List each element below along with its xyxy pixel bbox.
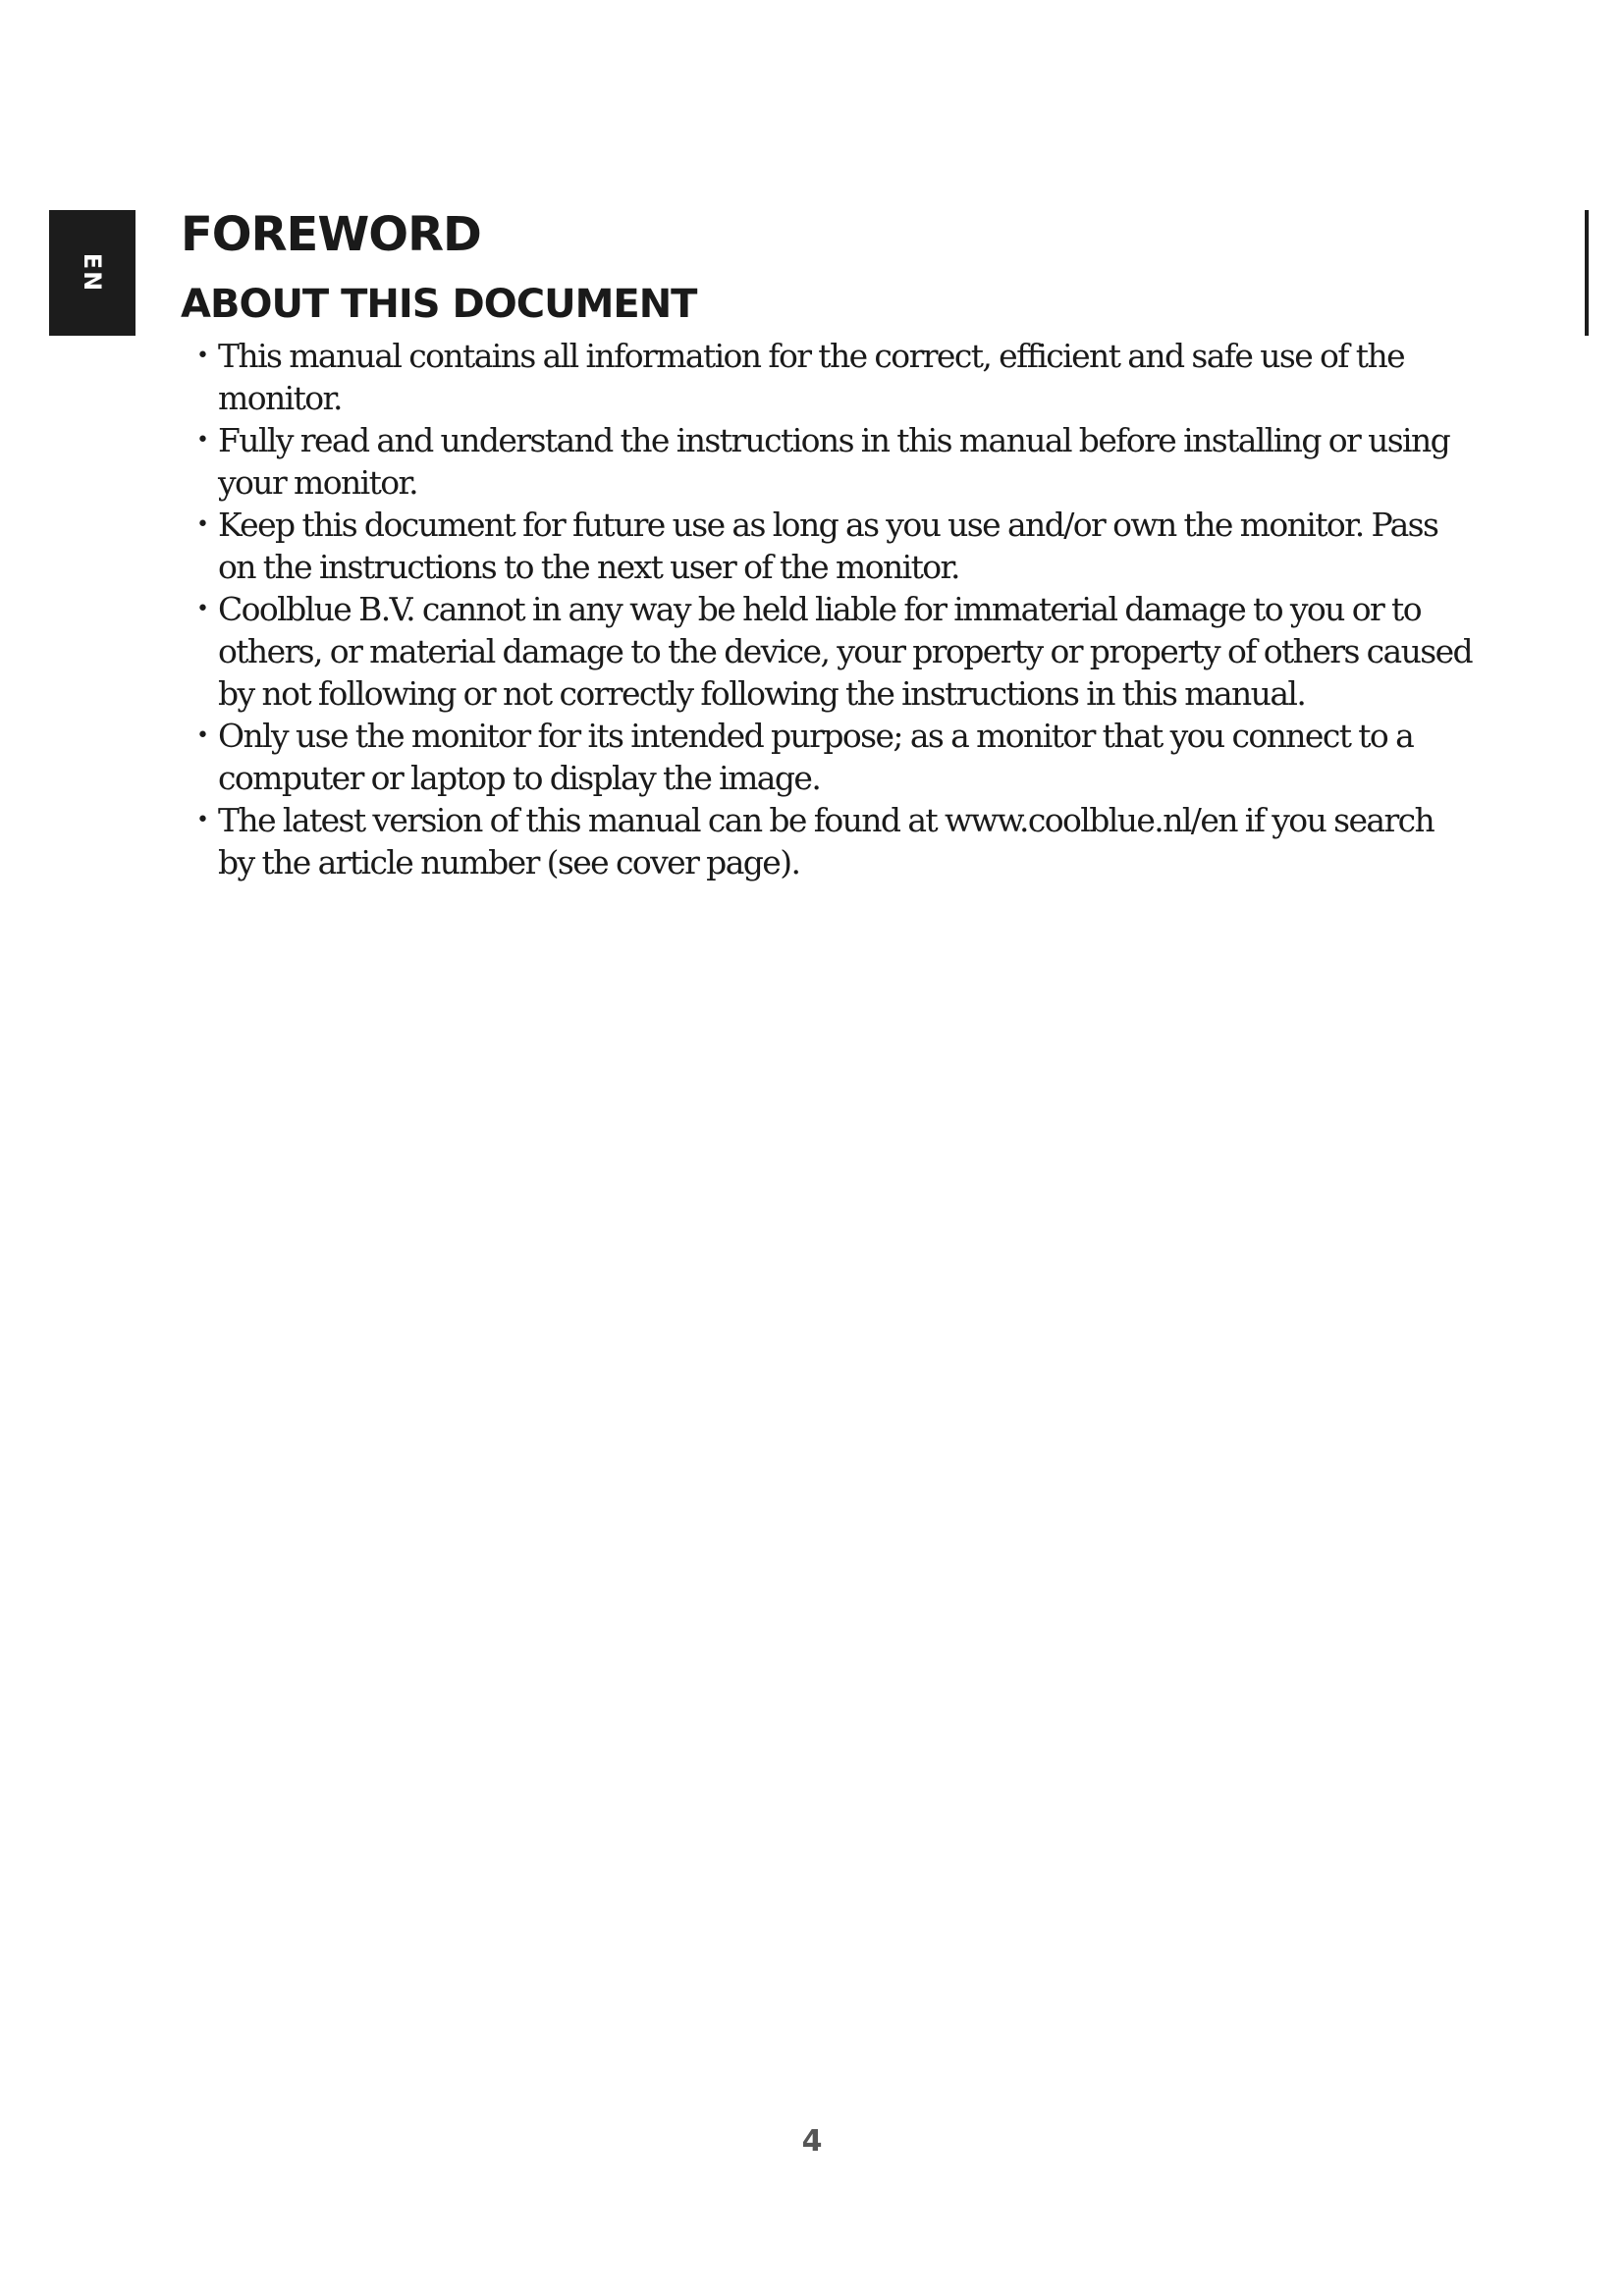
main-content xyxy=(181,201,1477,883)
language-tab xyxy=(49,210,135,336)
bullet-item: • Coolblue B.V. cannot in any way be held liable for immaterial damage to you or to others, or material damage to the device, your property or property of others caused by not following or not correctly following the instructions in this manual. xyxy=(181,588,1477,715)
page-edge-marker xyxy=(1585,210,1589,336)
bullet-item: • Only use the monitor for its intended purpose; as a monitor that you connect to a computer or laptop to display the image. xyxy=(181,715,1477,799)
bullet-list xyxy=(181,335,1477,883)
bullet-item: • The latest version of this manual can be found at www.coolblue.nl/en if you search by the article number (see cover page). xyxy=(181,799,1477,883)
language-tab-label: EN xyxy=(78,252,106,294)
bullet-item: • Fully read and understand the instructions in this manual before installing or using your monitor. xyxy=(181,419,1477,504)
section-title: FOREWORD xyxy=(181,207,481,262)
page-number: 4 xyxy=(801,2124,823,2159)
bullet-item: • This manual contains all information for the correct, efficient and safe use of the monitor. xyxy=(181,335,1477,419)
bullet-item: • Keep this document for future use as long as you use and/or own the monitor. Pass on the instructions to the next user of the monitor. xyxy=(181,504,1477,588)
section-subtitle: ABOUT THIS DOCUMENT xyxy=(181,282,697,327)
